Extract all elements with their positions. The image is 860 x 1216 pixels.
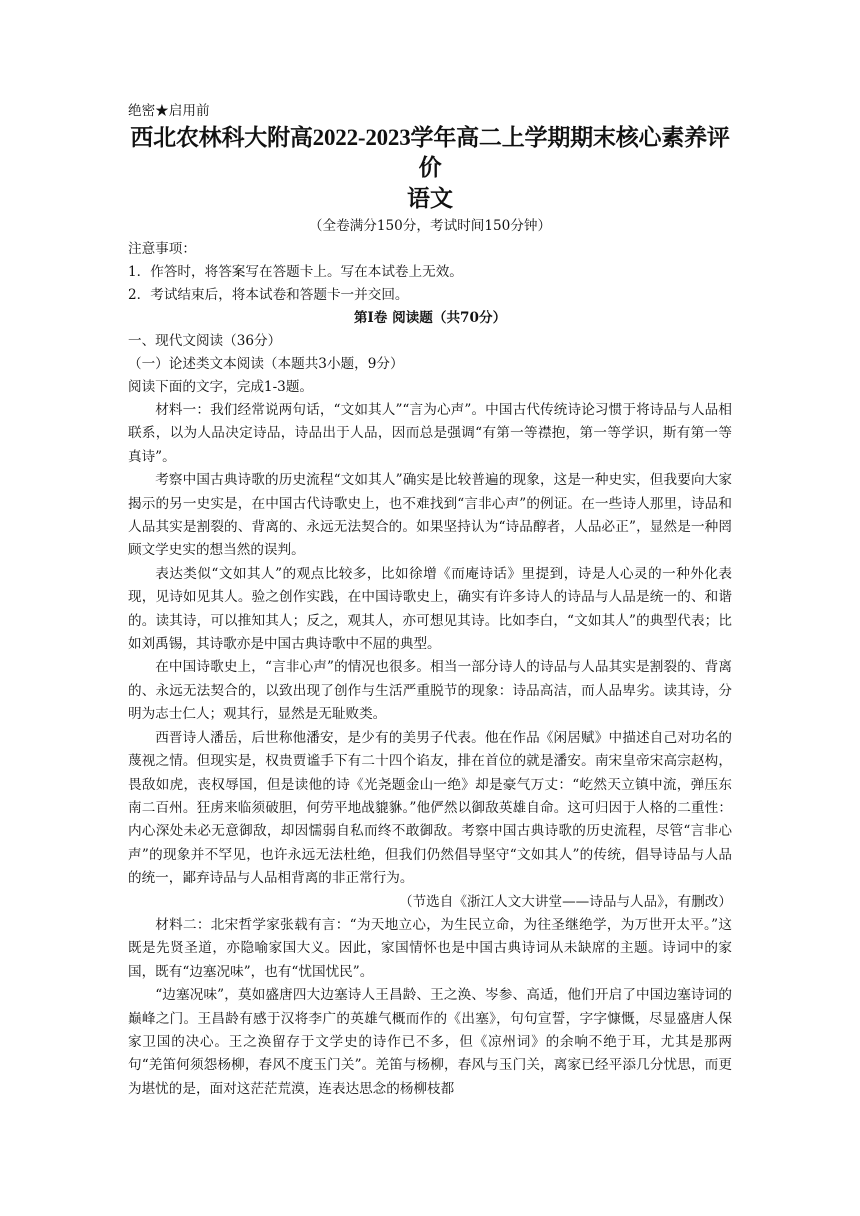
body-paragraph: 在中国诗歌史上，“言非心声”的情况也很多。相当一部分诗人的诗品与人品其实是割裂的、背离的、永远无法契合的，以致出现了创作与生活严重脱节的现象：诗品高洁，而人品卑劣。读其诗，分明为志士仁人；观其行，显然是无耻败类。	[128, 659, 732, 723]
page-content	[128, 100, 732, 1101]
reading-instruction: 阅读下面的文字，完成1-3题。	[128, 379, 314, 395]
body-paragraph: 西晋诗人潘岳，后世称他潘安，是少有的美男子代表。他在作品《闲居赋》中描述自己对功名的蔑视之情。但现实是，权贵贾谧手下有二十四个谄友，排在首位的就是潘安。南宋皇帝宋高宗赵构，畏敌如虎，丧权辱国，但是读他的诗《光尧题金山一绝》却是豪气万丈：“屹然天立镇中流，弹压东南二百州。狂虏来临须破胆，何劳平地战貔貅。”他俨然以御敌英雄自命。这可归因于人格的二重性：内心深处未必无意御敌，却因懦弱自私而终不敢御敌。考察中国古典诗歌的历史流程，尽管“言非心声”的现象并不罕见，也许永远无法杜绝，但我们仍然倡导坚守“文如其人”的传统，倡导诗品与人品的统一，鄙弃诗品与人品相背离的非正常行为。	[128, 729, 732, 887]
volume-title: 第Ⅰ卷 阅读题（共70分）	[353, 310, 507, 326]
secrecy-label: 绝密★启用前	[128, 103, 210, 119]
sub-title: （一）论述类文本阅读（本题共3小题，9分）	[128, 356, 404, 372]
source-note: （节选自《浙江人文大讲堂——诗品与人品》，有删改）	[398, 893, 732, 910]
notice-item: 2．考试结束后，将本试卷和答题卡一并交回。	[128, 287, 409, 303]
body-paragraph: 表达类似“文如其人”的观点比较多，比如徐增《而庵诗话》里提到，诗是人心灵的一种外化表现，见诗如见其人。验之创作实践，在中国诗歌史上，确实有许多诗人的诗品与人品是统一的、和谐的。读其诗，可以推知其人；反之，观其人，亦可想见其诗。比如李白，“文如其人”的典型代表；比如刘禹锡，其诗歌亦是中国古典诗歌中不屈的典型。	[128, 565, 732, 653]
body-paragraph: 考察中国古典诗歌的历史流程“文如其人”确实是比较普遍的现象，这是一种史实，但我要向大家揭示的另一史实是，在中国古代诗歌史上，也不难找到“言非心声”的例证。在一些诗人那里，诗品和人品其实是割裂的、背离的、永远无法契合的。如果坚持认为“诗品醇者，人品必正”，显然是一种罔顾文学史实的想当然的误判。	[128, 472, 732, 559]
part-title: 一、现代文阅读（36分）	[128, 333, 282, 349]
notice-heading: 注意事项：	[128, 241, 196, 257]
body-paragraph: 材料二：北宋哲学家张载有言：“为天地立心，为生民立命，为往圣继绝学，为万世开太平。”这既是先贤圣道，亦隐喻家国大义。因此，家国情怀也是中国古典诗词从未缺席的主题。诗词中的家国，既有“边塞况味”，也有“忧国忧民”。	[128, 916, 732, 980]
exam-title: 西北农林科大附高2022-2023学年高二上学期期末核心素养评价	[130, 125, 730, 180]
body-paragraph: 材料一：我们经常说两句话，“文如其人”“言为心声”。中国古代传统诗论习惯于将诗品与人品相联系，以为人品决定诗品，诗品出于人品，因而总是强调“有第一等襟抱，第一等学识，斯有第一等真诗”。	[128, 402, 732, 465]
subject-title: 语文	[407, 185, 453, 212]
exam-info: （全卷满分150分，考试时间150分钟）	[308, 218, 552, 234]
body-paragraph: “边塞况味”，莫如盛唐四大边塞诗人王昌龄、王之涣、岑参、高适，他们开启了中国边塞诗词的巅峰之门。王昌龄有感于汉将李广的英雄气概而作的《出塞》，句句宣誓，字字慷慨，尽显盛唐人保家卫国的决心。王之涣留存于文学史的诗作已不多，但《凉州词》的余响不绝于耳，尤其是那两句“羌笛何须怨杨柳，春风不度玉门关”。羌笛与杨柳，春风与玉门关，离家已经平添几分忧思，而更为堪忧的是，面对这茫茫荒漠，连表达思念的杨柳枝都	[128, 987, 732, 1097]
notice-item: 1．作答时，将答案写在答题卡上。写在本试卷上无效。	[128, 264, 463, 280]
